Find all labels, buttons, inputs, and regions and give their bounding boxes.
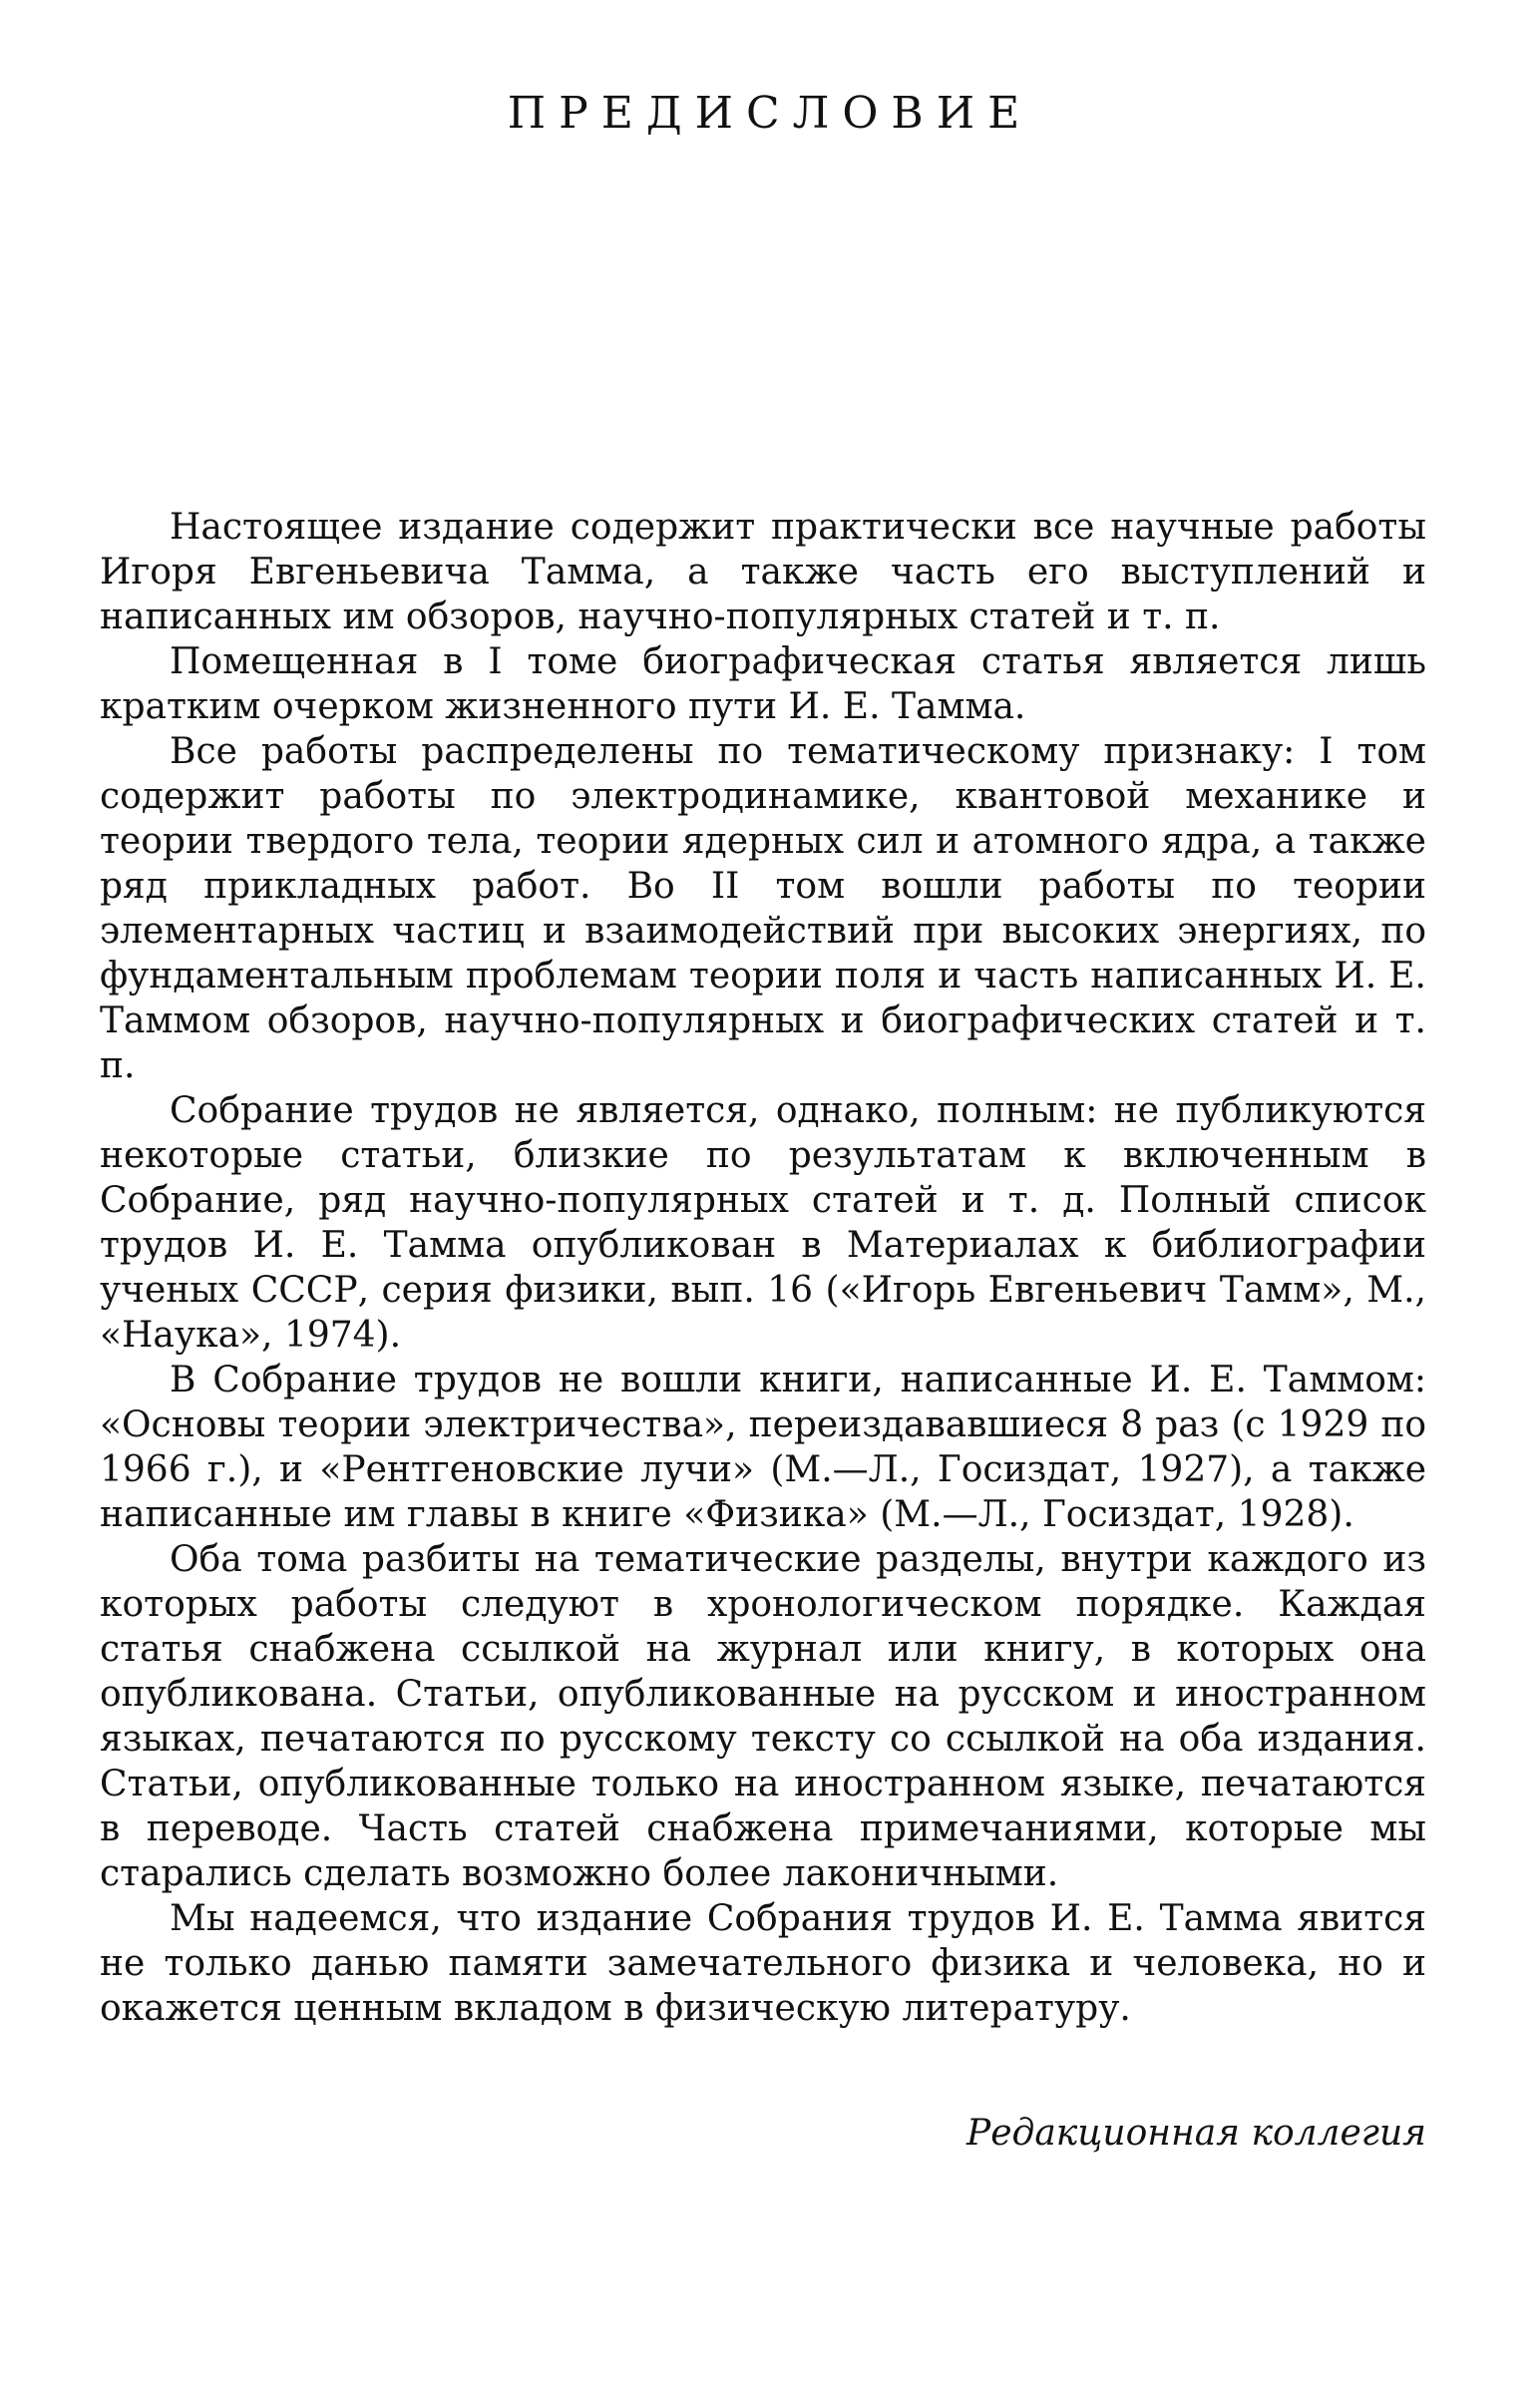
paragraph: Настоящее издание содержит практически все научные работы Игоря Евгеньевича Тамма, а также часть его выступлений и написанных им обзоров, научно-популярных статей и т. п. <box>100 507 1426 637</box>
paragraph: Все работы распределены по тематическому признаку: I том содержит работы по электродинамике, квантовой механике и теории твердого тела, теории ядерных сил и атомного ядра, а также ряд прикладных работ. Во II том вошли работы по теории элементарных частиц и взаимодействий при высоких энергиях, по фундаментальным проблемам теории поля и часть написанных И. Е. Таммом обзоров, научно-популярных и биографических статей и т. п. <box>100 731 1426 1086</box>
page-title: ПРЕДИСЛОВИЕ <box>507 88 1033 139</box>
paragraph: В Собрание трудов не вошли книги, написанные И. Е. Таммом: «Основы теории электричества», переиздававшиеся 8 раз (с 1929 по 1966 г.), и «Рентгеновские лучи» (М.—Л., Госиздат, 1927), а также написанные им главы в книге «Физика» (М.—Л., Госиздат, 1928). <box>100 1360 1426 1535</box>
paragraph: Собрание трудов не является, однако, полным: не публикуются некоторые статьи, близкие по результатам к включенным в Собрание, ряд научно-популярных статей и т. д. Полный список трудов И. Е. Тамма опубликован в Материалах к библиографии ученых СССР, серия физики, вып. 16 («Игорь Евгеньевич Тамм», М., «Наука», 1974). <box>100 1090 1426 1356</box>
paragraph: Оба тома разбиты на тематические разделы, внутри каждого из которых работы следуют в хронологическом порядке. Каждая статья снабжена ссылкой на журнал или книгу, в которых она опубликована. Статьи, опубликованные на русском и иностранном языках, печатаются по русскому тексту со ссылкой на оба издания. Статьи, опубликованные только на иностранном языке, печатаются в переводе. Часть статей снабжена примечаниями, которые мы старались сделать возможно более лаконичными. <box>100 1539 1426 1894</box>
paragraph: Помещенная в I томе биографическая статья является лишь кратким очерком жизненного пути И. Е. Тамма. <box>100 641 1426 727</box>
paragraph: Мы надеемся, что издание Собрания трудов И. Е. Тамма явится не только данью памяти замечательного физика и человека, но и окажется ценным вкладом в физическую литературу. <box>100 1898 1426 2029</box>
signature: Редакционная коллегия <box>966 2113 1426 2154</box>
preface-body <box>100 505 1426 2031</box>
